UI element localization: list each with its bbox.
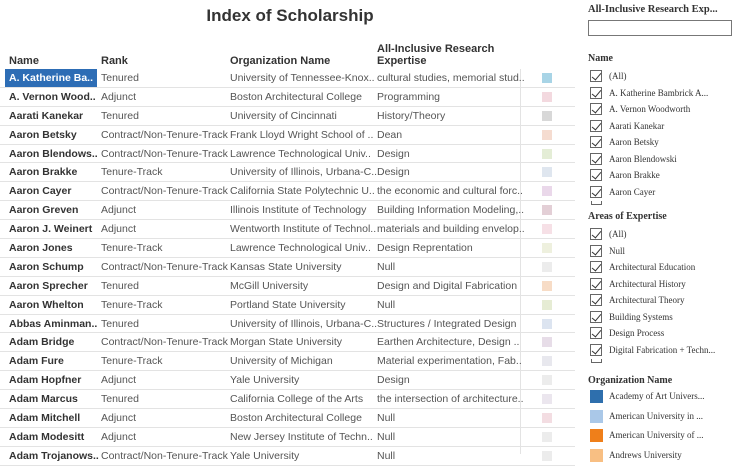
cell-name[interactable]: Aaron Whelton xyxy=(9,298,84,311)
legend-swatch xyxy=(590,429,603,442)
cell-name[interactable]: Aaron Jones xyxy=(9,242,73,255)
cell-expertise[interactable]: cultural studies, memorial stud.. xyxy=(377,72,525,84)
checkbox-checked-icon[interactable] xyxy=(590,228,602,240)
name-filter-item-label: Aaron Cayer xyxy=(609,186,656,197)
area-filter-item[interactable] xyxy=(588,293,734,310)
checkbox-checked-icon[interactable] xyxy=(590,186,602,198)
table-row[interactable] xyxy=(0,163,575,182)
color-swatch[interactable] xyxy=(542,205,552,215)
name-filter-item[interactable] xyxy=(588,185,734,202)
cell-name[interactable]: Aaron Betsky xyxy=(9,128,77,141)
cell-rank[interactable]: Adjunct xyxy=(101,90,137,103)
org-legend-label: Academy of Art Univers... xyxy=(609,391,705,401)
table-row[interactable] xyxy=(0,88,575,107)
cell-name[interactable]: Adam Bridge xyxy=(9,336,75,349)
areas-filter-title: Areas of Expertise xyxy=(588,211,667,222)
table-row[interactable] xyxy=(0,371,575,390)
name-filter-item-label: Aarati Kanekar xyxy=(609,120,665,131)
cell-name[interactable]: Adam Marcus xyxy=(9,393,78,406)
table-row[interactable] xyxy=(0,390,575,409)
checkbox-checked-icon[interactable] xyxy=(590,261,602,273)
cell-organization[interactable]: Portland State University xyxy=(230,298,346,311)
cell-organization[interactable]: California State Polytechnic U.. xyxy=(230,185,375,198)
color-swatch[interactable] xyxy=(542,73,552,83)
legend-swatch xyxy=(590,449,603,462)
cell-expertise[interactable]: Programming xyxy=(377,90,441,103)
checkbox-checked-icon[interactable] xyxy=(590,278,602,290)
checkbox-checked-icon[interactable] xyxy=(590,245,602,257)
cell-name[interactable]: Aarati Kanekar xyxy=(9,109,84,122)
name-filter-item[interactable] xyxy=(588,152,734,169)
column-header-expertise[interactable] xyxy=(377,43,494,67)
table-row[interactable] xyxy=(0,447,575,466)
cell-rank[interactable]: Contract/Non-Tenure-Track xyxy=(101,336,228,349)
name-filter-item[interactable] xyxy=(588,119,734,136)
cell-organization[interactable]: University of Michigan xyxy=(230,355,333,368)
areas-filter-more[interactable] xyxy=(588,359,734,365)
cell-name[interactable]: Adam Mitchell xyxy=(9,412,81,425)
area-filter-item[interactable] xyxy=(588,227,734,244)
cell-name[interactable]: A. Vernon Wood.. xyxy=(9,90,96,103)
area-filter-item-label: Design Process xyxy=(609,328,665,338)
scholarship-table xyxy=(0,69,575,466)
color-swatch[interactable] xyxy=(542,356,552,366)
area-filter-item-label: Architectural History xyxy=(609,278,686,289)
cell-organization[interactable]: Lawrence Technological Univ.. xyxy=(230,242,371,255)
cell-expertise[interactable]: Dean xyxy=(377,128,403,141)
table-row[interactable] xyxy=(0,428,575,447)
checkbox-checked-icon[interactable] xyxy=(590,169,602,181)
table-row[interactable] xyxy=(0,315,575,334)
cell-name[interactable]: Aaron Cayer xyxy=(9,185,72,198)
table-row[interactable] xyxy=(0,126,575,145)
cell-expertise[interactable]: Null xyxy=(377,430,396,443)
org-legend-item[interactable] xyxy=(588,390,734,407)
cell-organization[interactable]: Morgan State University xyxy=(230,336,343,349)
cell-expertise[interactable]: the intersection of architecture.. xyxy=(377,393,524,406)
table-row[interactable] xyxy=(0,333,575,352)
color-swatch[interactable] xyxy=(542,243,552,253)
org-legend-label: American University in ... xyxy=(609,410,703,421)
color-swatch[interactable] xyxy=(542,167,552,177)
name-filter-title: Name xyxy=(588,53,613,64)
legend-swatch xyxy=(590,390,603,403)
cell-expertise[interactable]: materials and building envelop.. xyxy=(377,223,525,236)
cell-expertise[interactable]: Null xyxy=(377,298,396,311)
cell-expertise[interactable]: the economic and cultural forc.. xyxy=(377,185,523,198)
org-legend-item[interactable] xyxy=(588,429,734,446)
table-row[interactable] xyxy=(0,258,575,277)
checkbox-checked-icon[interactable] xyxy=(590,87,602,99)
area-filter-item-label: Digital Fabrication + Techn... xyxy=(609,344,716,355)
cell-expertise[interactable]: Structures / Integrated Design xyxy=(377,317,517,330)
cell-name[interactable]: Aaron Greven xyxy=(9,204,79,217)
cell-organization[interactable]: Wentworth Institute of Technol.. xyxy=(230,223,377,236)
table-row[interactable] xyxy=(0,107,575,126)
name-filter-item-label: Aaron Betsky xyxy=(609,137,659,147)
area-filter-item[interactable] xyxy=(588,260,734,277)
search-filter-title: All-Inclusive Research Exp... xyxy=(588,4,718,15)
cell-name[interactable]: Abbas Aminman.. xyxy=(9,317,98,330)
table-row[interactable] xyxy=(0,352,575,371)
cell-organization[interactable]: Illinois Institute of Technology xyxy=(230,204,367,217)
area-filter-item-label: Architectural Education xyxy=(609,262,696,272)
org-legend-label: American University of ... xyxy=(609,430,704,440)
cell-rank[interactable]: Adjunct xyxy=(101,223,137,236)
color-swatch[interactable] xyxy=(542,432,552,442)
cell-rank[interactable]: Tenure-Track xyxy=(101,298,163,311)
color-swatch[interactable] xyxy=(542,130,552,140)
cell-expertise[interactable]: Null xyxy=(377,412,396,425)
table-row[interactable] xyxy=(0,220,575,239)
table-row[interactable] xyxy=(0,409,575,428)
cell-expertise[interactable]: Design xyxy=(377,166,410,179)
cell-expertise[interactable]: Design and Digital Fabrication xyxy=(377,279,518,292)
cell-rank[interactable]: Contract/Non-Tenure-Track xyxy=(101,147,228,160)
cell-organization[interactable]: New Jersey Institute of Techn.. xyxy=(230,430,373,443)
legend-swatch xyxy=(590,410,603,423)
checkbox-checked-icon[interactable] xyxy=(590,120,602,132)
name-filter-item-label: Aaron Brakke xyxy=(609,170,660,180)
cell-rank[interactable]: Tenure-Track xyxy=(101,355,163,368)
cell-expertise[interactable]: Design xyxy=(377,147,410,160)
area-filter-item-label: Architectural Theory xyxy=(609,295,685,305)
cell-organization[interactable]: Frank Lloyd Wright School of .. xyxy=(230,128,374,141)
cell-organization[interactable]: Lawrence Technological Univ.. xyxy=(230,147,371,160)
cell-expertise[interactable]: Null xyxy=(377,260,396,273)
cell-organization[interactable]: Boston Architectural College xyxy=(230,90,362,103)
color-swatch[interactable] xyxy=(542,186,552,196)
cell-name[interactable]: A. Katherine Ba.. xyxy=(5,69,97,87)
page-title: Index of Scholarship xyxy=(206,6,374,25)
color-swatch[interactable] xyxy=(542,394,552,404)
name-filter-item[interactable] xyxy=(588,135,734,152)
checkbox-checked-icon[interactable] xyxy=(590,311,602,323)
cell-name[interactable]: Aaron Schump xyxy=(9,260,84,273)
checkbox-checked-icon[interactable] xyxy=(590,344,602,356)
cell-expertise[interactable]: Building Information Modeling,.. xyxy=(377,204,525,217)
color-swatch[interactable] xyxy=(542,413,552,423)
cell-rank[interactable]: Contract/Non-Tenure-Track xyxy=(101,449,228,462)
cell-organization[interactable]: Boston Architectural College xyxy=(230,412,362,425)
checkbox-checked-icon[interactable] xyxy=(590,70,602,82)
column-header-name[interactable]: Name xyxy=(9,55,39,67)
area-filter-item-label: (All) xyxy=(609,229,627,239)
name-filter-item-label: A. Katherine Bambrick A... xyxy=(609,87,709,98)
table-row[interactable] xyxy=(0,201,575,220)
cell-organization[interactable]: University of Cincinnati xyxy=(230,109,337,122)
cell-organization[interactable]: University of Illinois, Urbana-C.. xyxy=(230,317,378,330)
checkbox-checked-icon[interactable] xyxy=(590,153,602,165)
table-row[interactable] xyxy=(0,145,575,164)
org-legend-title: Organization Name xyxy=(588,375,673,386)
cell-expertise[interactable]: Earthen Architecture, Design .. xyxy=(377,336,520,349)
name-filter-item-label: (All) xyxy=(609,71,627,81)
area-filter-item-label: Building Systems xyxy=(609,311,673,322)
cell-expertise[interactable]: History/Theory xyxy=(377,109,446,122)
name-filter-item-label: Aaron Blendowski xyxy=(609,153,677,164)
table-row[interactable] xyxy=(0,277,575,296)
area-filter-item[interactable] xyxy=(588,343,734,360)
cell-rank[interactable]: Contract/Non-Tenure-Track xyxy=(101,185,228,198)
area-filter-item[interactable] xyxy=(588,310,734,327)
cell-rank[interactable]: Tenured xyxy=(101,317,139,330)
color-swatch[interactable] xyxy=(542,149,552,159)
cell-rank[interactable]: Adjunct xyxy=(101,430,137,443)
color-swatch[interactable] xyxy=(542,92,552,102)
table-row[interactable] xyxy=(0,69,575,88)
color-swatch[interactable] xyxy=(542,111,552,121)
color-swatch[interactable] xyxy=(542,224,552,234)
cell-rank[interactable]: Contract/Non-Tenure-Track xyxy=(101,260,228,273)
table-row[interactable] xyxy=(0,239,575,258)
cell-rank[interactable]: Contract/Non-Tenure-Track xyxy=(101,128,228,141)
cell-rank[interactable]: Tenured xyxy=(101,279,139,292)
area-filter-item[interactable] xyxy=(588,244,734,261)
area-filter-item[interactable] xyxy=(588,277,734,294)
name-filter-item[interactable] xyxy=(588,102,734,119)
cell-expertise[interactable]: Null xyxy=(377,449,396,462)
cell-name[interactable]: Adam Trojanows.. xyxy=(9,449,99,462)
cell-name[interactable]: Adam Hopfner xyxy=(9,374,82,387)
cell-expertise[interactable]: Design Reprentation xyxy=(377,242,473,255)
cell-organization[interactable]: Yale University xyxy=(230,374,300,387)
area-filter-item[interactable] xyxy=(588,326,734,343)
cell-name[interactable]: Aaron Blendows.. xyxy=(9,147,98,160)
cell-organization[interactable]: University of Tennessee-Knox.. xyxy=(230,72,375,84)
checkbox-checked-icon[interactable] xyxy=(590,327,602,339)
cell-organization[interactable]: Yale University xyxy=(230,449,300,462)
name-filter-more[interactable] xyxy=(588,201,734,207)
color-swatch[interactable] xyxy=(542,337,552,347)
cell-rank[interactable]: Adjunct xyxy=(101,412,137,425)
name-filter-item[interactable] xyxy=(588,86,734,103)
column-header-expertise-line1: All-Inclusive Research xyxy=(377,43,495,55)
cell-organization[interactable]: Kansas State University xyxy=(230,260,342,273)
area-filter-item-label: Null xyxy=(609,245,626,256)
checkbox-checked-icon[interactable] xyxy=(590,294,602,306)
cell-expertise[interactable]: Design xyxy=(377,374,410,387)
color-swatch[interactable] xyxy=(542,319,552,329)
cell-rank[interactable]: Tenure-Track xyxy=(101,242,163,255)
table-row[interactable] xyxy=(0,296,575,315)
org-legend-label: Andrews University xyxy=(609,449,682,460)
cell-name[interactable]: Adam Fure xyxy=(9,355,64,368)
column-header-expertise-line2: Expertise xyxy=(377,55,427,67)
cell-rank[interactable]: Adjunct xyxy=(101,374,137,387)
cell-name[interactable]: Aaron Brakke xyxy=(9,166,78,179)
name-filter-item-label: A. Vernon Woodworth xyxy=(609,104,691,114)
checkbox-checked-icon[interactable] xyxy=(590,103,602,115)
org-legend-item[interactable] xyxy=(588,449,734,466)
cell-organization[interactable]: University of Illinois, Urbana-C.. xyxy=(230,166,378,179)
cell-organization[interactable]: California College of the Arts xyxy=(230,393,364,406)
color-swatch[interactable] xyxy=(542,262,552,272)
cell-rank[interactable]: Tenured xyxy=(101,72,139,84)
cell-expertise[interactable]: Material experimentation, Fab.. xyxy=(377,355,522,368)
column-header-rank[interactable]: Rank xyxy=(101,55,128,67)
color-swatch[interactable] xyxy=(542,300,552,310)
checkbox-checked-icon[interactable] xyxy=(590,136,602,148)
org-legend-item[interactable] xyxy=(588,410,734,427)
color-swatch[interactable] xyxy=(542,375,552,385)
cell-rank[interactable]: Adjunct xyxy=(101,204,137,217)
column-header-organization[interactable]: Organization Name xyxy=(230,55,331,67)
color-swatch[interactable] xyxy=(542,451,552,461)
expertise-search-input[interactable] xyxy=(588,20,732,36)
name-filter-item[interactable] xyxy=(588,168,734,185)
cell-name[interactable]: Aaron Sprecher xyxy=(9,279,88,292)
cell-name[interactable]: Adam Modesitt xyxy=(9,430,85,443)
cell-rank[interactable]: Tenure-Track xyxy=(101,166,163,179)
name-filter-item[interactable] xyxy=(588,69,734,86)
table-header xyxy=(0,43,575,69)
color-swatch[interactable] xyxy=(542,281,552,291)
cell-name[interactable]: Aaron J. Weinert xyxy=(9,223,93,236)
cell-rank[interactable]: Tenured xyxy=(101,109,139,122)
table-row[interactable] xyxy=(0,182,575,201)
cell-organization[interactable]: McGill University xyxy=(230,279,309,292)
cell-rank[interactable]: Tenured xyxy=(101,393,139,406)
